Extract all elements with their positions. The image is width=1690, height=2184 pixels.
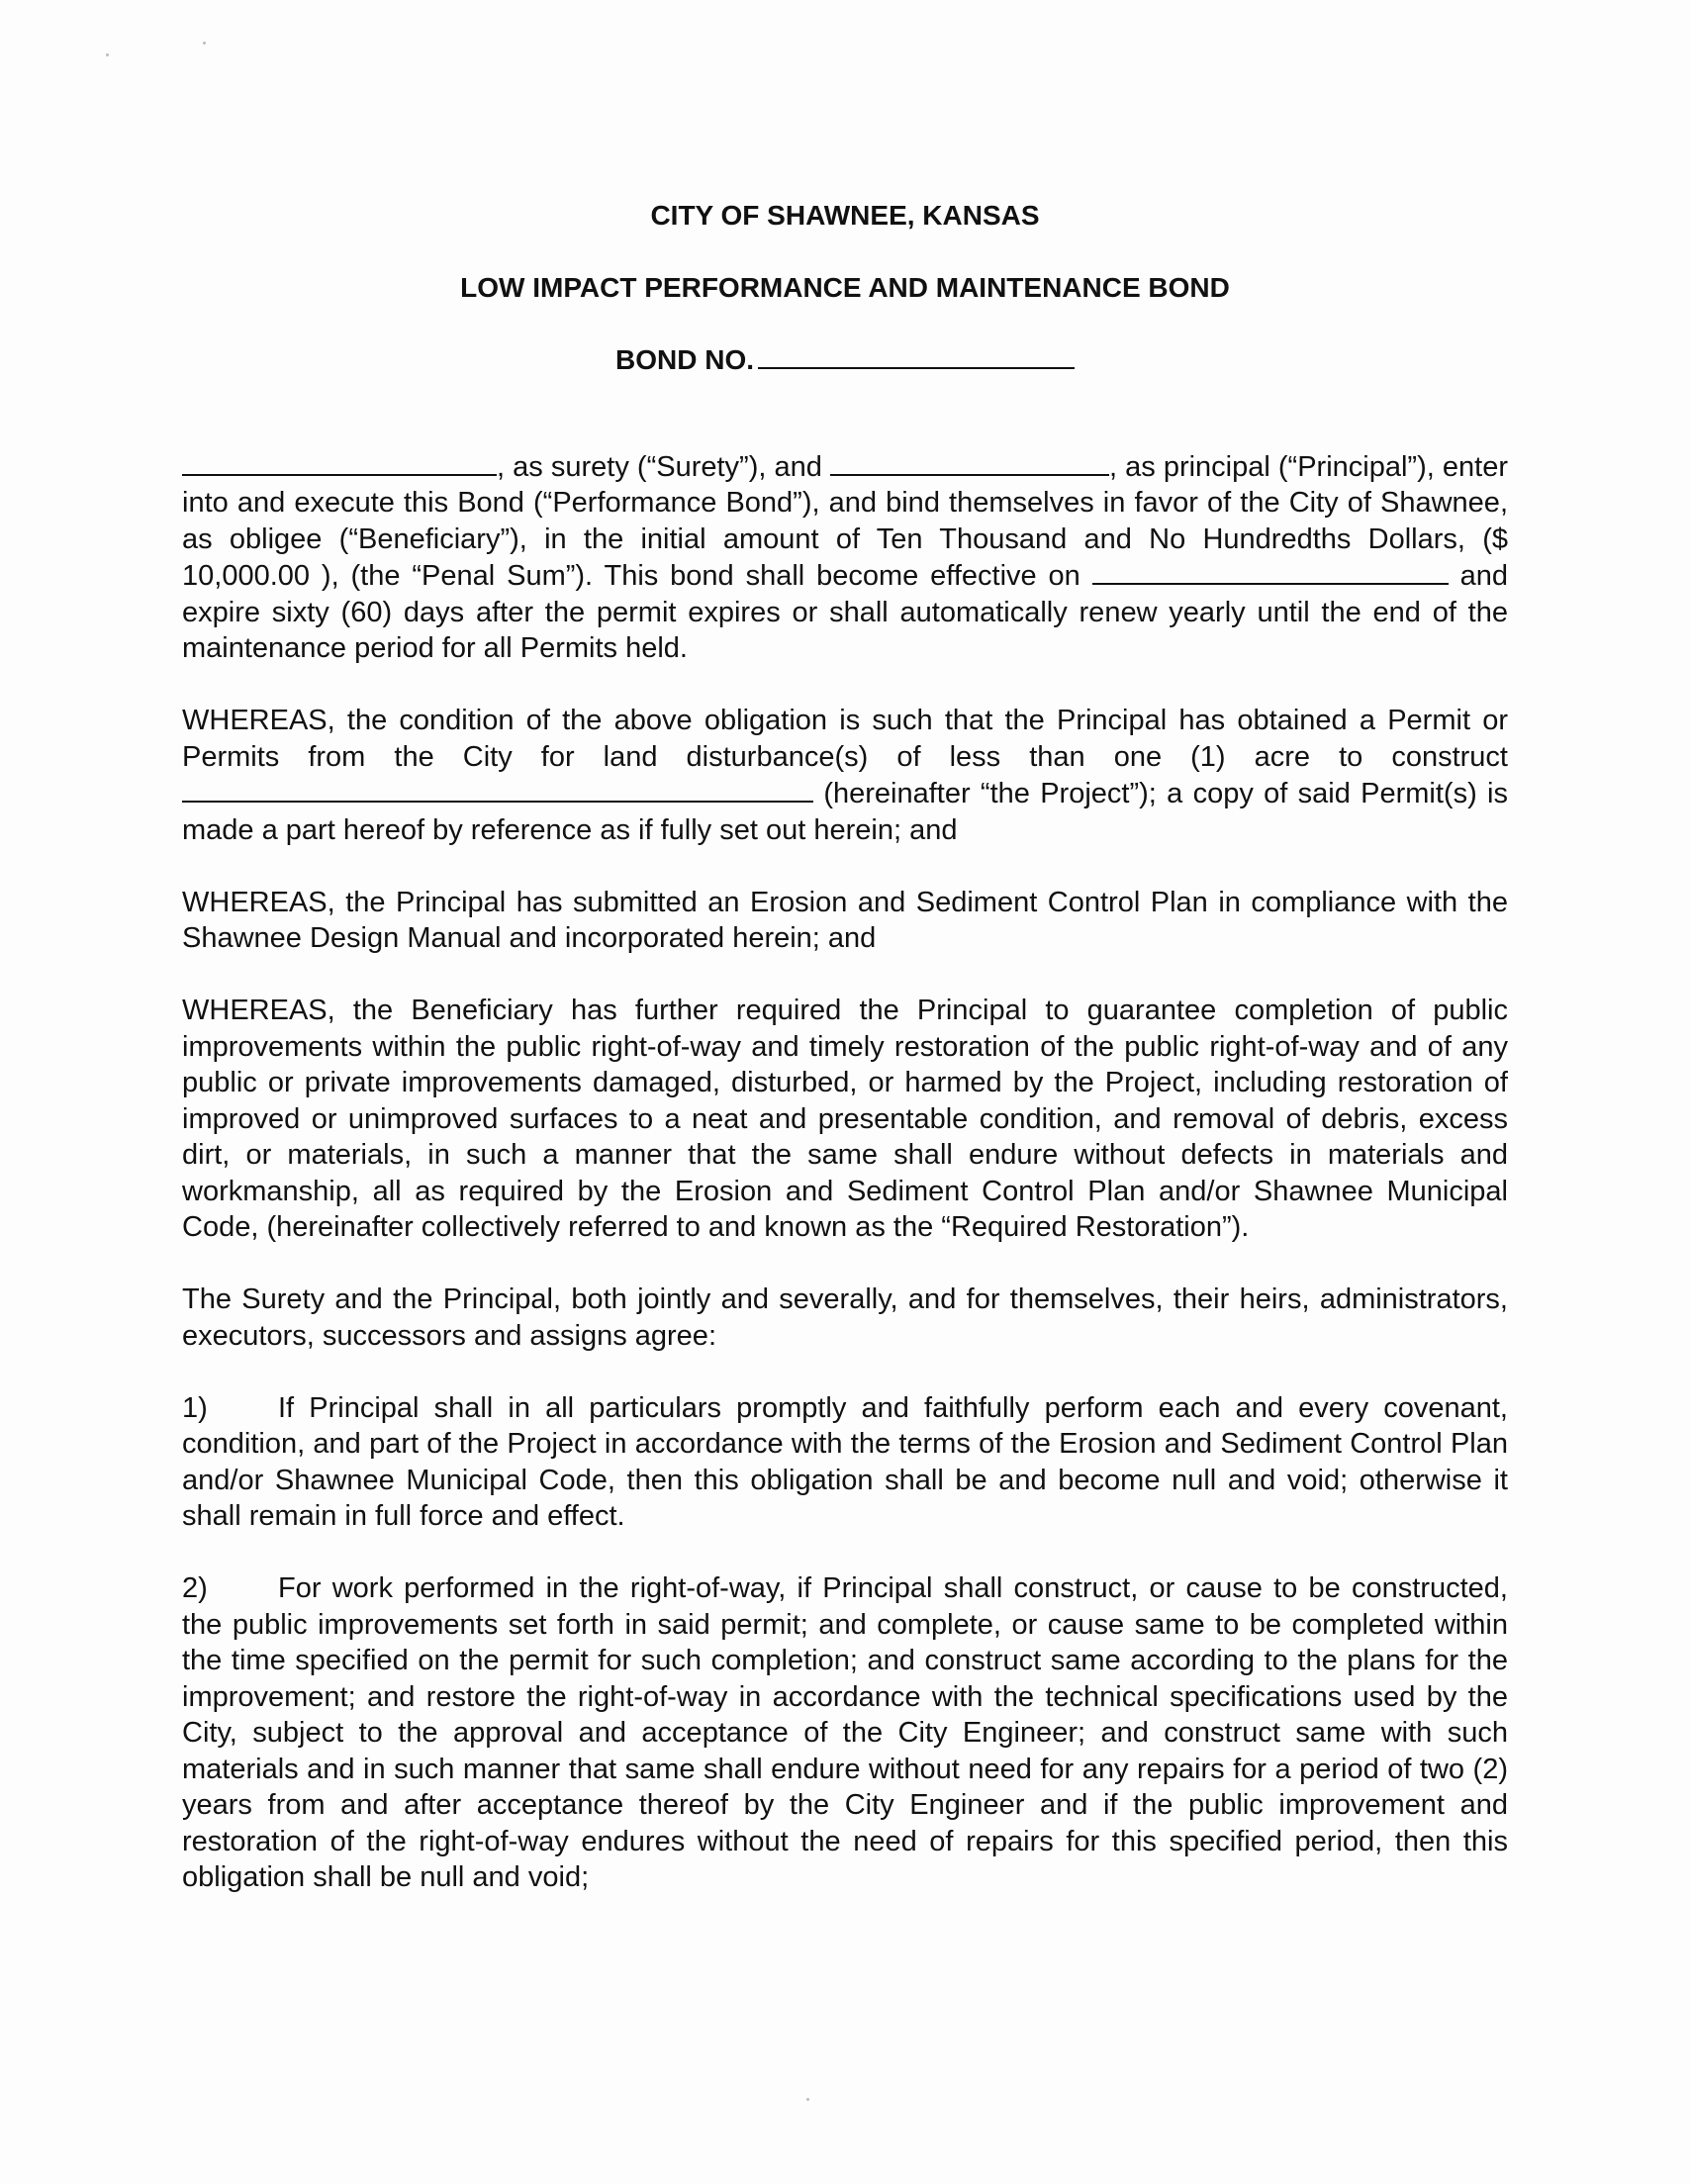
bond-title: LOW IMPACT PERFORMANCE AND MAINTENANCE BOND bbox=[460, 271, 1230, 303]
whereas-permit-paragraph bbox=[182, 703, 1508, 848]
effective-date-blank bbox=[1092, 557, 1449, 585]
surety-name-blank bbox=[182, 448, 497, 476]
clause-1 bbox=[182, 1390, 1508, 1535]
intro-text-1: , as surety (“Surety”), and bbox=[497, 450, 822, 483]
whereas-restoration-paragraph: WHEREAS, the Beneficiary has further required the Principal to guarantee completion of public improvements within the public right-of-way and timely restoration of the public right-of-way and of any public or private improvements damaged, disturbed, or harmed by the Project, including restoration of improved or unimproved surfaces to a neat and presentable condition, and removal of debris, excess dirt, or materials, in such a manner that the same shall endure without defects in materials and workmanship, all as required by the Erosion and Sediment Control Plan and/or Shawnee Municipal Code, (hereinafter collectively referred to and known as the “Required Restoration”). bbox=[182, 995, 1508, 1243]
clause-2-number: 2) bbox=[182, 1572, 208, 1604]
whereas-plan-paragraph: WHEREAS, the Principal has submitted an Erosion and Sediment Control Plan in compliance with the Shawnee Design Manual and incorporated herein; and bbox=[182, 886, 1508, 954]
intro-text-3: and expire sixty (60) days after the permit expires or shall automatically renew yearly until the end of the maintenance period for all Permits held. bbox=[182, 560, 1509, 664]
principal-name-blank bbox=[830, 448, 1109, 476]
whereas-permit-text-1: WHEREAS, the condition of the above obligation is such that the Principal has obtained a Permit or Permits from the City for land disturbance(s) of less than one (1) acre to construct bbox=[182, 705, 1508, 773]
document-body bbox=[182, 198, 1508, 1932]
whereas-permit-text-2: (hereinafter “the Project”); a copy of said Permit(s) is made a part hereof by reference as if fully set out herein; and bbox=[182, 778, 1508, 846]
bond-number-blank bbox=[758, 341, 1075, 369]
bond-no-label: BOND NO. bbox=[615, 344, 754, 375]
agreement-paragraph: The Surety and the Principal, both jointly and severally, and for themselves, their heirs, administrators, executors, successors and assigns agree: bbox=[182, 1283, 1508, 1352]
clause-2 bbox=[182, 1570, 1508, 1896]
clause-2-text: For work performed in the right-of-way, if Principal shall construct, or cause to be constructed, the public improvements set forth in said permit; and complete, or cause same to be completed within the time specified on the permit for such completion; and construct same according to the plans for the improvement; and restore the right-of-way in accordance with the technical specifications used by the City, subject to the approval and acceptance of the City Engineer; and construct same with such materials and in such manner that same shall endure without need for any repairs for a period of two (2) years from and after acceptance thereof by the City Engineer and if the public improvement and restoration of the right-of-way endures without the need of repairs for this specified period, then this obligation shall be null and void; bbox=[182, 1572, 1508, 1893]
bond-number-line bbox=[182, 341, 1508, 379]
scan-speck bbox=[106, 53, 109, 56]
clause-1-text: If Principal shall in all particulars promptly and faithfully perform each and every covenant, condition, and part of the Project in accordance with the terms of the Erosion and Sediment Control Plan and/or Shawnee Municipal Code, then this obligation shall be and become null and void; otherwise it shall remain in full force and effect. bbox=[182, 1391, 1508, 1532]
city-heading: CITY OF SHAWNEE, KANSAS bbox=[650, 200, 1040, 231]
intro-text-2: , as principal (“Principal”), enter into and execute this Bond (“Performance Bond”), and bind themselves in favor of the City of Shawnee, as obligee (“Beneficiary”), in the initial amount of Ten Thousand and No Hundredths Dollars, ($ 10,000.00 ), (the “Penal Sum”). This bond shall become effective on bbox=[182, 450, 1508, 592]
intro-paragraph bbox=[182, 448, 1508, 667]
clause-1-number: 1) bbox=[182, 1391, 208, 1424]
project-description-blank bbox=[182, 775, 813, 803]
scan-speck bbox=[806, 2098, 809, 2101]
scan-speck bbox=[203, 42, 206, 45]
